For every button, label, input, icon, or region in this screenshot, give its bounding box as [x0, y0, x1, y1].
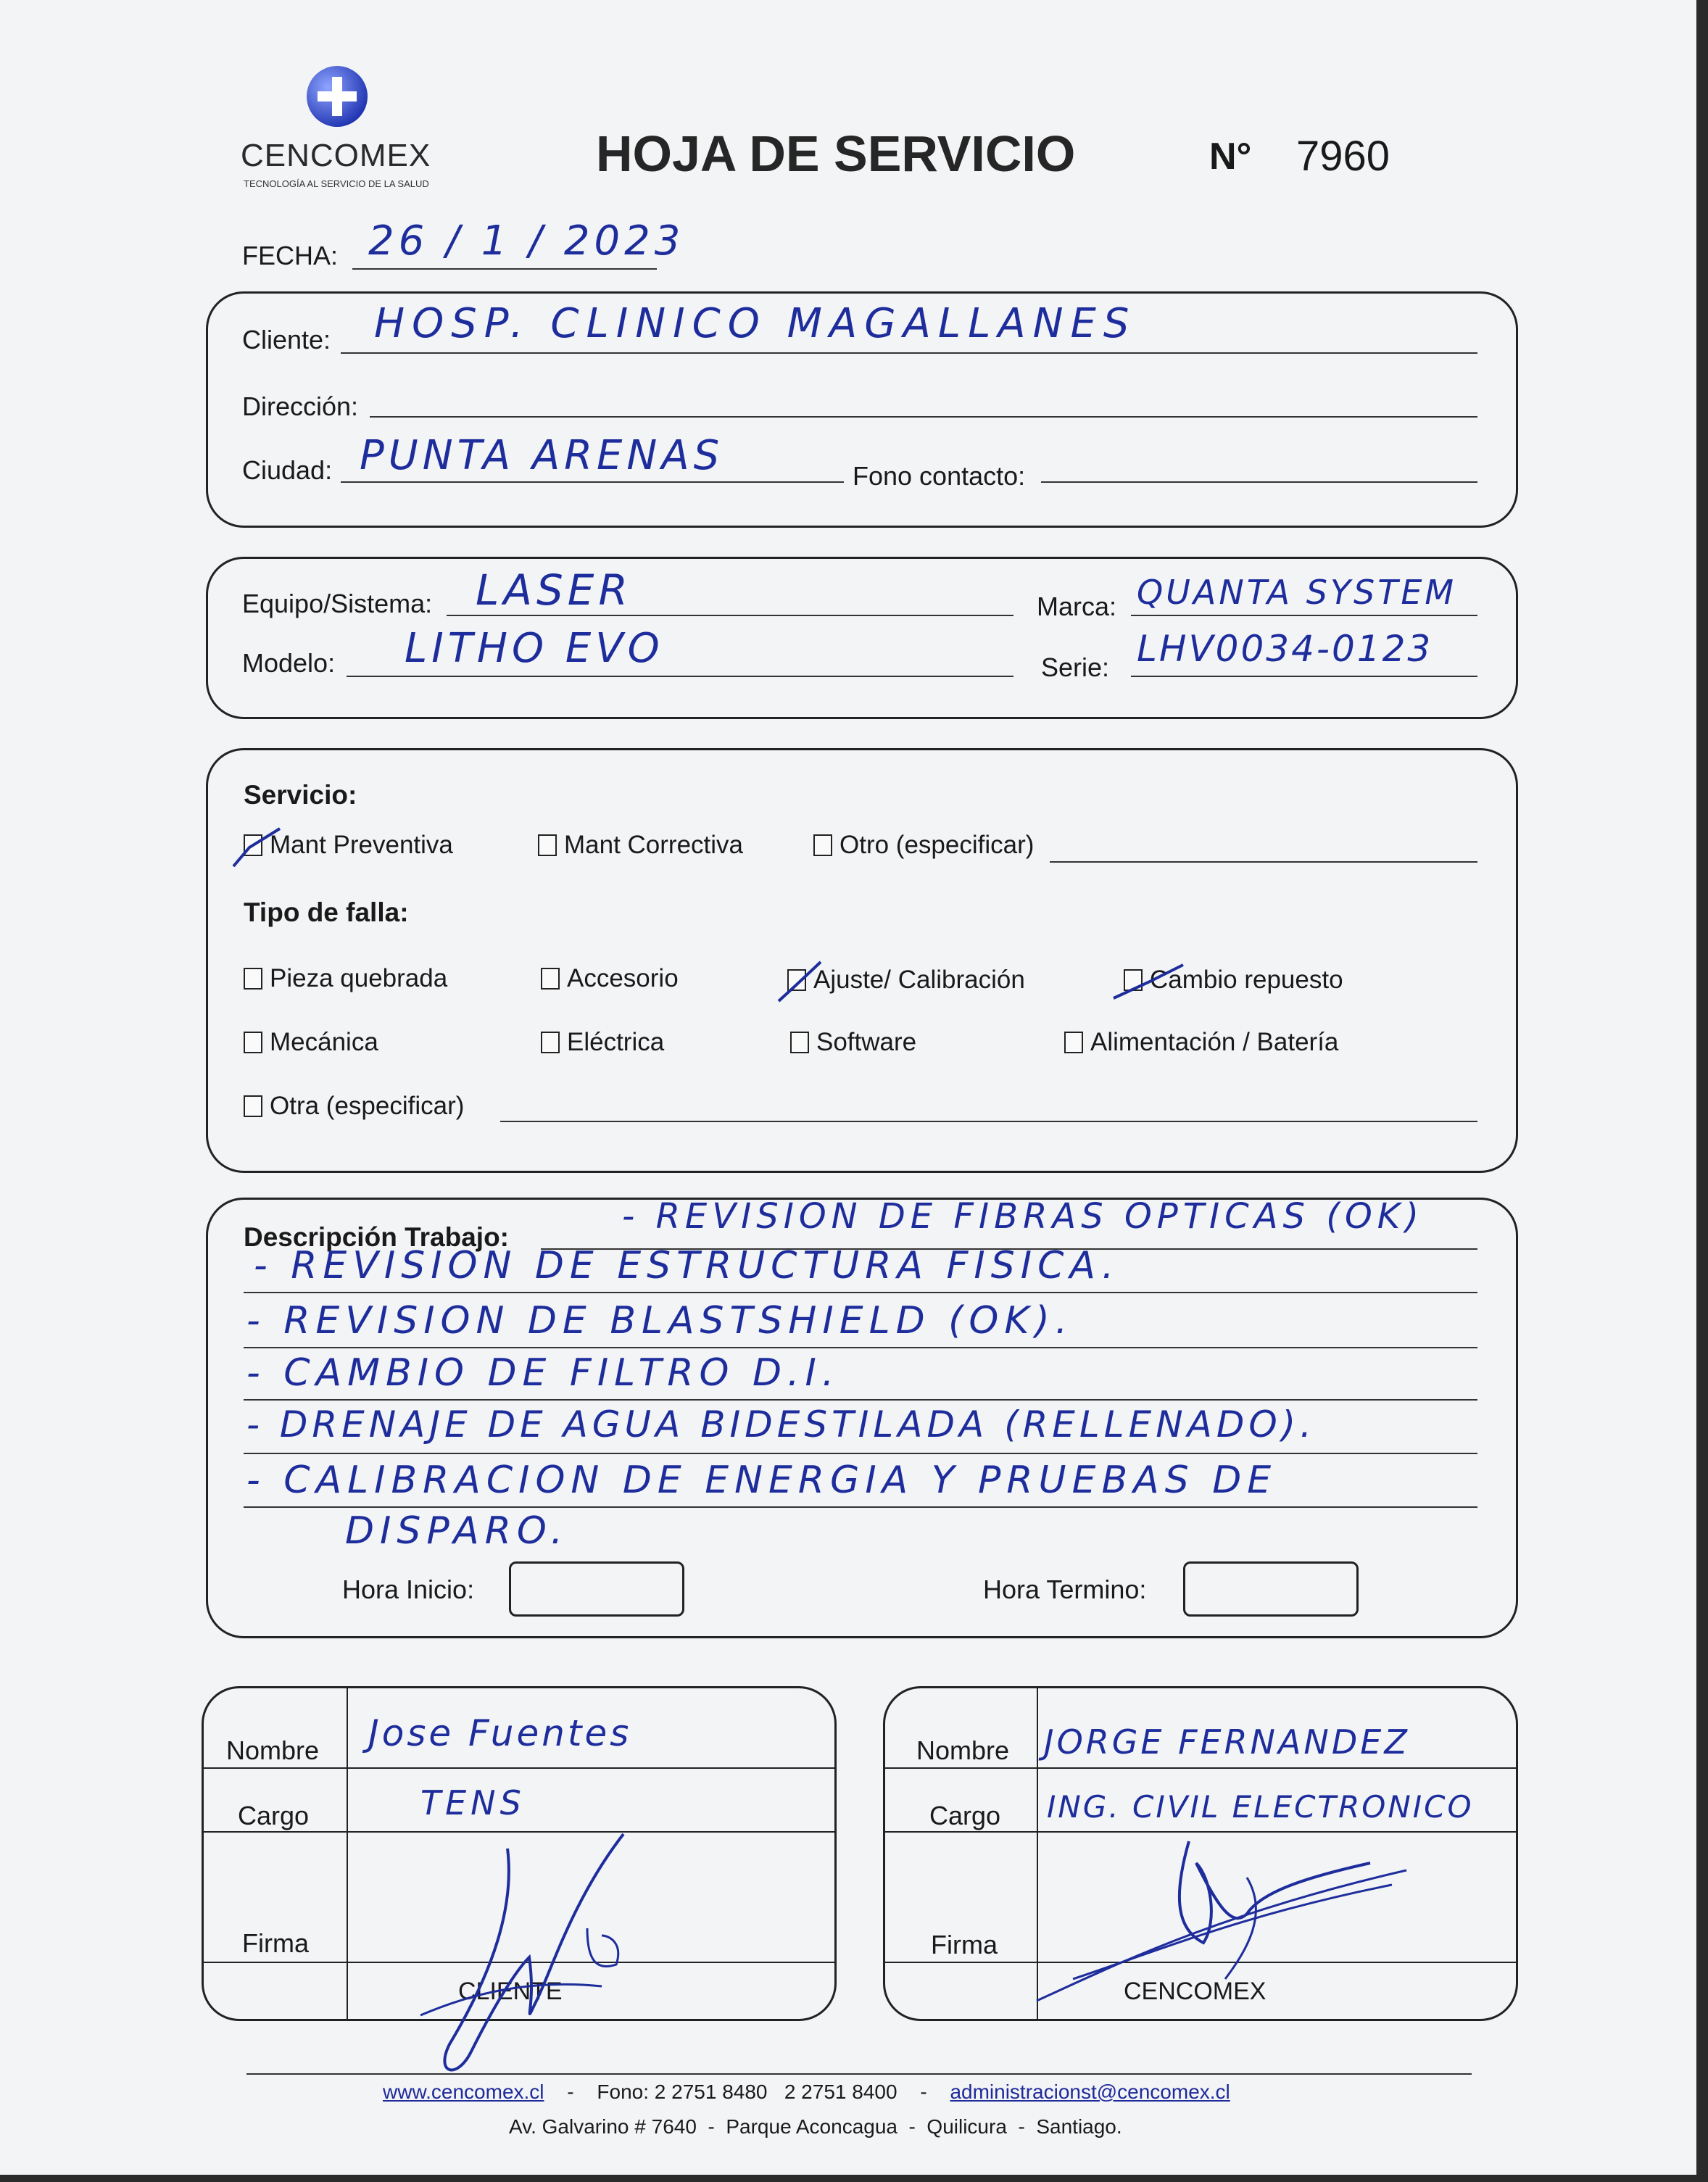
checkbox[interactable]	[541, 968, 560, 990]
marca-label: Marca:	[1037, 592, 1117, 621]
cliente-value: HOSP. CLINICO MAGALLANES	[374, 300, 1137, 347]
falla-option-alimentacion[interactable]: Alimentación / Batería	[1064, 1028, 1338, 1057]
marca-value: QUANTA SYSTEM	[1137, 573, 1457, 612]
ciudad-label: Ciudad:	[242, 455, 333, 485]
firma-cencomex-nombre-label: Nombre	[916, 1735, 1010, 1765]
page-title: HOJA DE SERVICIO	[596, 125, 1076, 182]
fono-label: Fono contacto:	[853, 461, 1026, 491]
descripcion-line-2	[244, 1292, 1477, 1293]
firma-cliente-signature-icon	[406, 1827, 667, 2088]
descripcion-text-2: - REVISION DE ESTRUCTURA FISICA.	[254, 1244, 1120, 1287]
direccion-line	[370, 416, 1477, 418]
number-value: 7960	[1296, 133, 1390, 180]
firma-cencomex-nombre-value: JORGE FERNANDEZ	[1044, 1722, 1410, 1762]
falla-option-accesorio[interactable]: Accesorio	[541, 964, 679, 993]
falla-otra-line	[500, 1121, 1477, 1122]
fecha-label: FECHA:	[242, 241, 339, 270]
marca-line	[1131, 615, 1477, 616]
modelo-value: LITHO EVO	[405, 625, 664, 672]
serie-line	[1131, 676, 1477, 677]
checkbox[interactable]	[244, 1095, 262, 1117]
servicio-title: Servicio:	[244, 780, 357, 810]
servicio-option-otro[interactable]: Otro (especificar)	[813, 831, 1034, 860]
modelo-line	[347, 676, 1013, 677]
checkbox-checked[interactable]	[244, 834, 262, 856]
equipo-label: Equipo/Sistema:	[242, 589, 433, 618]
serie-label: Serie:	[1041, 652, 1110, 682]
descripcion-text-7: DISPARO.	[345, 1509, 569, 1553]
falla-option-electrica[interactable]: Eléctrica	[541, 1028, 664, 1057]
ciudad-value: PUNTA ARENAS	[360, 432, 724, 479]
descripcion-text-4: - CAMBIO DE FILTRO D.I.	[246, 1351, 840, 1395]
hora-inicio-label: Hora Inicio:	[342, 1575, 475, 1604]
falla-option-pieza-quebrada[interactable]: Pieza quebrada	[244, 964, 447, 993]
falla-option-otra[interactable]: Otra (especificar)	[244, 1092, 464, 1121]
serie-value: LHV0034-0123	[1137, 628, 1433, 670]
footer-contact-row: www.cencomex.cl - Fono: 2 2751 8480 2 2751 8400 - administracionst@cencomex.cl	[383, 2081, 1230, 2103]
firma-cencomex-caption: CENCOMEX	[1124, 1978, 1267, 2005]
hora-termino-field[interactable]	[1183, 1561, 1359, 1617]
descripcion-line-6	[244, 1506, 1477, 1508]
footer-divider	[246, 2073, 1472, 2075]
falla-option-cambio-repuesto[interactable]: Cambio repuesto	[1124, 966, 1343, 995]
firma-cencomex-firma-label: Firma	[931, 1930, 998, 1959]
descripcion-text-3: - REVISION DE BLASTSHIELD (OK).	[246, 1299, 1074, 1343]
footer-address: Av. Galvarino # 7640 - Parque Aconcagua - Quilicura - Santiago.	[509, 2115, 1122, 2138]
firma-cliente-nombre-value: Jose Fuentes	[368, 1712, 632, 1754]
equipo-value: LASER	[476, 565, 632, 615]
checkbox-checked[interactable]	[787, 969, 806, 991]
checkbox[interactable]	[244, 1032, 262, 1053]
modelo-label: Modelo:	[242, 648, 336, 678]
checkbox[interactable]	[790, 1032, 809, 1053]
servicio-option-mant-preventiva[interactable]: Mant Preventiva	[244, 831, 453, 860]
firma-cliente-firma-label: Firma	[242, 1928, 309, 1958]
descripcion-title: Descripción Trabajo:	[244, 1222, 509, 1252]
company-name: CENCOMEX	[241, 138, 431, 173]
falla-option-mecanica[interactable]: Mecánica	[244, 1028, 378, 1057]
checkbox[interactable]	[538, 834, 557, 856]
firma-cencomex-cargo-label: Cargo	[929, 1801, 1001, 1830]
footer-phone: Fono: 2 2751 8480 2 2751 8400	[597, 2081, 897, 2103]
company-tagline: TECNOLOGÍA AL SERVICIO DE LA SALUD	[244, 178, 429, 189]
hora-termino-label: Hora Termino:	[983, 1575, 1147, 1604]
ciudad-line	[341, 481, 844, 483]
footer-website-link[interactable]: www.cencomex.cl	[383, 2081, 544, 2103]
footer-email-link[interactable]: administracionst@cencomex.cl	[950, 2081, 1230, 2103]
tipo-falla-title: Tipo de falla:	[244, 897, 409, 927]
descripcion-text-6: - CALIBRACION DE ENERGIA Y PRUEBAS DE	[246, 1459, 1277, 1502]
firma-cliente-nombre-label: Nombre	[226, 1735, 320, 1765]
descripcion-text-5: - DRENAJE DE AGUA BIDESTILADA (RELLENADO).	[246, 1403, 1317, 1445]
falla-option-ajuste-calibracion[interactable]: Ajuste/ Calibración	[787, 966, 1025, 995]
cliente-line	[341, 352, 1477, 354]
firma-cliente-cargo-value: TENS	[420, 1783, 526, 1822]
checkbox-checked[interactable]	[1124, 969, 1143, 991]
servicio-otro-line	[1050, 861, 1477, 863]
cliente-label: Cliente:	[242, 325, 331, 354]
fono-line	[1041, 481, 1477, 483]
equipo-line	[447, 615, 1013, 616]
fecha-value: 26 / 1 / 2023	[368, 217, 685, 265]
firma-cencomex-cargo-value: ING. CIVIL ELECTRONICO	[1047, 1789, 1474, 1825]
descripcion-text-1: - REVISION DE FIBRAS OPTICAS (OK)	[622, 1196, 1424, 1237]
descripcion-line-5	[244, 1453, 1477, 1454]
firma-cliente-cargo-label: Cargo	[238, 1801, 310, 1830]
direccion-label: Dirección:	[242, 391, 359, 421]
falla-option-software[interactable]: Software	[790, 1028, 916, 1057]
firma-cencomex-signature-icon	[1029, 1834, 1421, 2008]
company-logo-icon	[304, 64, 370, 129]
descripcion-line-3	[244, 1347, 1477, 1348]
checkbox[interactable]	[244, 968, 262, 990]
descripcion-line-4	[244, 1399, 1477, 1401]
checkbox[interactable]	[813, 834, 832, 856]
checkbox[interactable]	[541, 1032, 560, 1053]
checkbox[interactable]	[1064, 1032, 1083, 1053]
number-label: N°	[1209, 136, 1252, 178]
servicio-option-mant-correctiva[interactable]: Mant Correctiva	[538, 831, 743, 860]
firma-cliente-caption: CLIENTE	[458, 1978, 563, 2005]
fecha-line	[352, 268, 657, 270]
hora-inicio-field[interactable]	[509, 1561, 684, 1617]
